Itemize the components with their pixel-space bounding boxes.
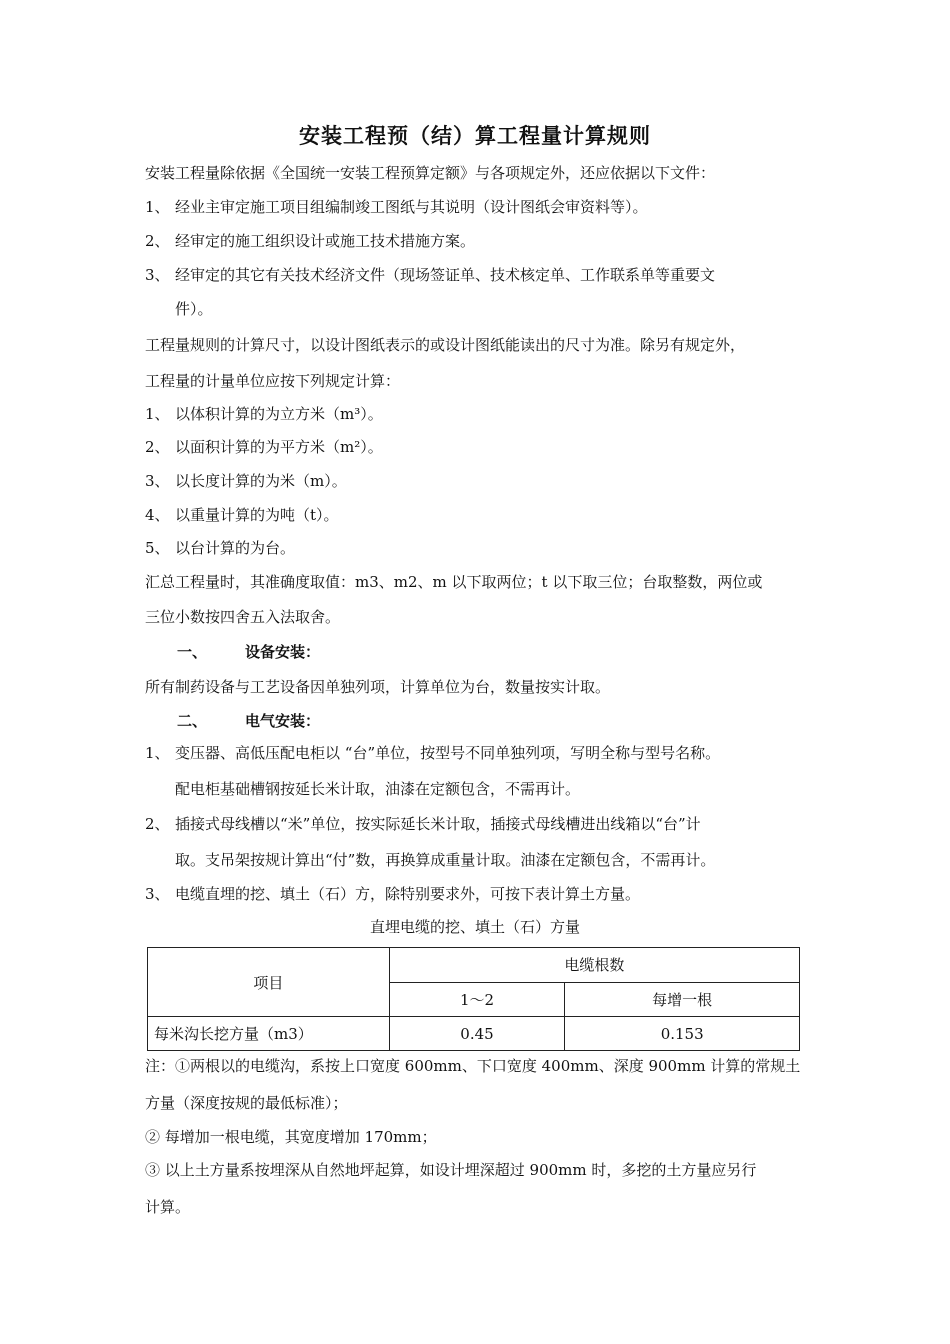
rule-paragraph-line-1: 工程量规则的计算尺寸，以设计图纸表示的或设计图纸能读出的尺寸为准。除另有规定外， xyxy=(145,336,746,354)
cell-value-2: 0.153 xyxy=(565,1017,800,1051)
list-number: 3、 xyxy=(145,472,170,490)
unit-item-5 xyxy=(145,538,295,558)
list-number: 1、 xyxy=(145,198,170,216)
equipment-text: 所有制药设备与工艺设备因单独列项，计算单位为台，数量按实计取。 xyxy=(145,678,611,696)
electric-item-1-continuation: 配电柜基础槽钢按延长米计取，油漆在定额包含，不需再计。 xyxy=(175,780,581,798)
list-text: 以重量计算的为吨（t）。 xyxy=(175,506,339,524)
header-col-each-extra: 每增一根 xyxy=(565,982,800,1017)
electric-item-3 xyxy=(145,884,640,904)
list-number: 2、 xyxy=(145,232,170,250)
list-text: 经审定的施工组织设计或施工技术措施方案。 xyxy=(175,232,476,250)
file-item-1 xyxy=(145,197,648,217)
section-title: 设备安装： xyxy=(245,643,321,661)
note-1-line-2: 方量（深度按规的最低标准）； xyxy=(145,1094,348,1112)
unit-item-4 xyxy=(145,505,339,525)
list-text: 插接式母线槽以“米”单位，按实际延长米计取，插接式母线槽进出线箱以“台”计 xyxy=(175,815,701,833)
precision-line-1: 汇总工程量时，其准确度取值：m3、m2、m 以下取两位；t 以下取三位；台取整数，两位或 xyxy=(145,573,763,591)
list-number: 3、 xyxy=(145,885,170,903)
electric-item-2-continuation: 取。支吊架按规计算出“付”数，再换算成重量计取。油漆在定额包含，不需再计。 xyxy=(175,851,716,869)
section-number: 一、 xyxy=(177,643,208,661)
list-number: 1、 xyxy=(145,405,170,423)
list-text: 以体积计算的为立方米（m³）。 xyxy=(175,405,383,423)
note-1-line-1: 注：①两根以的电缆沟，系按上口宽度 600mm、下口宽度 400mm、深度 900mm 计算的常规土 xyxy=(145,1057,801,1075)
list-text: 以台计算的为台。 xyxy=(175,539,296,557)
note-3-line-2: 计算。 xyxy=(145,1198,191,1216)
unit-item-1 xyxy=(145,404,383,424)
header-cable-count: 电缆根数 xyxy=(389,948,799,983)
list-number: 2、 xyxy=(145,438,170,456)
list-number: 5、 xyxy=(145,539,170,557)
list-text: 以面积计算的为平方米（m²）。 xyxy=(175,438,383,456)
list-number: 4、 xyxy=(145,506,170,524)
table-caption: 直埋电缆的挖、填土（石）方量 xyxy=(369,918,580,936)
header-item: 项目 xyxy=(148,948,390,1017)
list-text: 经审定的其它有关技术经济文件（现场签证单、技术核定单、工作联系单等重要文 xyxy=(175,266,716,284)
table-row xyxy=(148,1017,800,1051)
electric-item-1 xyxy=(145,743,720,763)
section-heading-electrical xyxy=(177,711,320,731)
unit-item-3 xyxy=(145,471,347,491)
earthwork-table xyxy=(147,947,800,1051)
file-item-2 xyxy=(145,231,475,251)
page-title: 安装工程预（结）算工程量计算规则 xyxy=(299,123,651,148)
section-heading-equipment xyxy=(177,642,320,662)
list-text: 以长度计算的为米（m）。 xyxy=(175,472,347,490)
note-2: ② 每增加一根电缆，其宽度增加 170mm； xyxy=(145,1128,437,1146)
electric-item-2 xyxy=(145,814,701,834)
section-number: 二、 xyxy=(177,712,208,730)
list-number: 3、 xyxy=(145,266,170,284)
row-label: 每米沟长挖方量（m3） xyxy=(148,1017,390,1051)
section-title: 电气安装： xyxy=(245,712,321,730)
list-number: 2、 xyxy=(145,815,170,833)
rule-paragraph-line-2: 工程量的计量单位应按下列规定计算： xyxy=(145,372,401,390)
list-text: 电缆直埋的挖、填土（石）方，除特别要求外，可按下表计算土方量。 xyxy=(175,885,641,903)
header-col-1-2: 1～2 xyxy=(389,982,565,1017)
list-text: 经业主审定施工项目组编制竣工图纸与其说明（设计图纸会审资料等）。 xyxy=(175,198,648,216)
table-header-row xyxy=(148,948,800,983)
file-item-3-continuation: 件）。 xyxy=(175,300,213,318)
intro-text: 安装工程量除依据《全国统一安装工程预算定额》与各项规定外，还应依据以下文件： xyxy=(145,164,716,182)
precision-line-2: 三位小数按四舍五入法取舍。 xyxy=(145,608,341,626)
list-number: 1、 xyxy=(145,744,170,762)
note-3-line-1: ③ 以上土方量系按埋深从自然地坪起算，如设计埋深超过 900mm 时，多挖的土方量应另行 xyxy=(145,1161,757,1179)
cell-value-1: 0.45 xyxy=(389,1017,565,1051)
list-text: 变压器、高低压配电柜以 “台”单位，按型号不同单独列项，写明全称与型号名称。 xyxy=(175,744,721,762)
file-item-3 xyxy=(145,265,715,285)
unit-item-2 xyxy=(145,437,383,457)
